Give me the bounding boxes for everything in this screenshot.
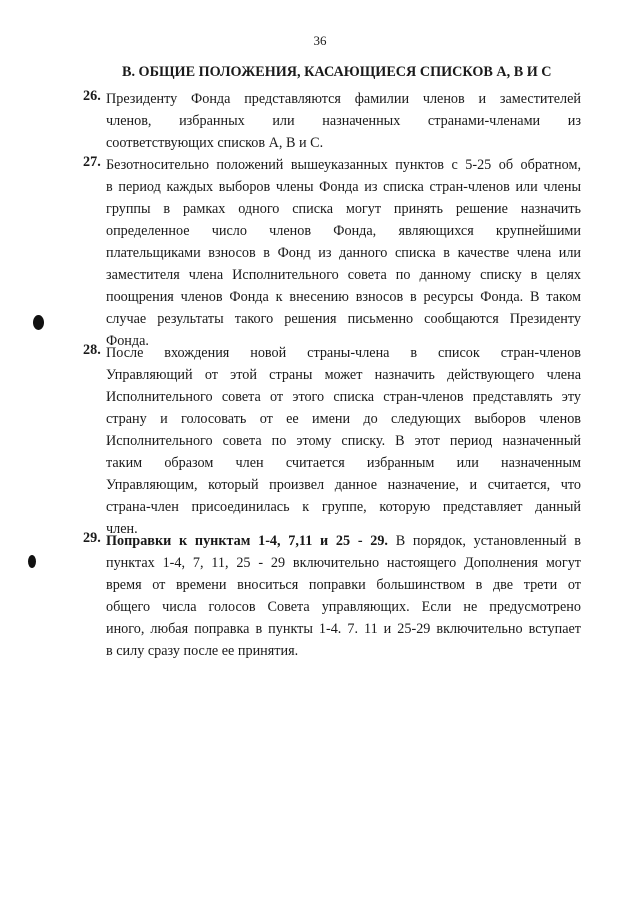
paragraph-line: иного, любая поправка в пункты 1-4. 7. 11 и 25-29 включительно вступает — [106, 621, 581, 637]
paragraph-line: заместителя члена Исполнительного совета по данному списку в целях — [106, 267, 581, 283]
paragraph-line: в силу сразу после ее принятия. — [106, 643, 299, 659]
paragraph-line: группы в рамках одного списка могут принять решение назначить — [106, 201, 581, 217]
paragraph-line: соответствующих списков А, В и С. — [106, 135, 324, 151]
paragraph-line: общего числа голосов Совета управляющих. Если не предусмотрено — [106, 599, 581, 615]
paragraph-28 — [83, 342, 581, 540]
paragraph-26 — [83, 88, 581, 154]
paragraph-line: членов, избранных или назначенных странами-членами из — [106, 113, 581, 129]
paragraph-line: Безотносительно положений вышеуказанных пунктов с 5-25 об обратном, — [106, 157, 581, 173]
page-number: 36 — [313, 33, 327, 48]
paragraph-line: Управляющий от этой страны может назначить действующего члена — [106, 367, 581, 383]
paragraph-line: Исполнительного совета по этому списку. В этот период назначенный — [106, 433, 581, 449]
paragraph-29 — [83, 530, 581, 662]
paragraph-line-rest: В порядок, установленный в — [387, 533, 581, 549]
paragraph-number: 28. — [83, 342, 101, 358]
paragraph-number: 29. — [83, 530, 101, 546]
paragraph-line: поощрения членов Фонда к внесению взносов в ресурсы Фонда. В таком — [106, 289, 581, 305]
paragraph-line: страна-член присоединилась к группе, которую представляет данный — [106, 499, 581, 515]
paragraph-line: После вхождения новой страны-члена в список стран-членов — [106, 345, 581, 361]
paragraph-line: таким образом член считается избранным или назначенным — [106, 455, 581, 471]
punch-hole-mark — [28, 555, 36, 568]
paragraph-line: плательщиками взносов в Фонд из данного списка в качестве члена или — [106, 245, 581, 261]
punch-hole-mark — [33, 315, 44, 330]
paragraph-line: пунктах 1-4, 7, 11, 25 - 29 включительно настоящего Дополнения могут — [106, 555, 581, 571]
paragraph-27 — [83, 154, 581, 352]
paragraph-line: Президенту Фонда представляются фамилии членов и заместителей — [106, 91, 581, 107]
amendment-lead: Поправки к пунктам 1-4, 7,11 и 25 - 29. — [106, 533, 388, 549]
paragraph-line: член. — [106, 521, 138, 537]
paragraph-line: Исполнительного совета от этого списка стран-членов представлять эту — [106, 389, 581, 405]
paragraph-line: определенное число членов Фонда, являющихся крупнейшими — [106, 223, 581, 239]
paragraph-number: 26. — [83, 88, 101, 104]
paragraph-line: время от времени вноситься поправки большинством в две трети от — [106, 577, 581, 593]
paragraph-line: случае результаты такого решения письменно сообщаются Президенту — [106, 311, 581, 327]
paragraph-line: Управляющим, который произвел данное назначение, и считается, что — [106, 477, 581, 493]
paragraph-number: 27. — [83, 154, 101, 170]
paragraph-line: в период каждых выборов члены Фонда из списка стран-членов или члены — [106, 179, 581, 195]
section-heading: В. ОБЩИЕ ПОЛОЖЕНИЯ, КАСАЮЩИЕСЯ СПИСКОВ А, В И С — [122, 64, 552, 80]
paragraph-line: страну и голосовать от ее имени до следующих выборов членов — [106, 411, 581, 427]
paragraph-line: Фонда. — [106, 333, 149, 349]
paragraph-line-lead — [83, 530, 581, 552]
